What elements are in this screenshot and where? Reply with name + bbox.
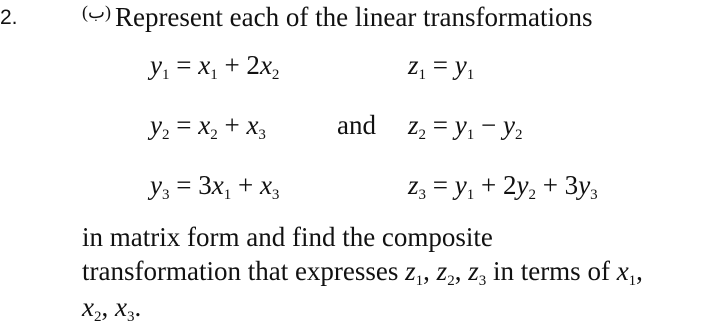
equation-rhs-part: + [217,110,247,140]
equation-lhs: $z_2$ [408,110,427,143]
equation-rhs-part: $x_1$ [211,170,232,203]
equation-rhs-part: $y_2$ [516,170,536,203]
conclusion-line-2 [82,256,643,287]
text-part: $x_1$ [616,256,637,289]
equation-rhs-part: − [474,110,503,140]
equation-rhs-part: $x_3$ [259,170,280,203]
conclusion-line-3 [82,292,141,323]
equation-lhs: $z_1$ [408,50,427,83]
equation-rhs-part: + 3 [535,170,579,200]
equals-sign: = [169,170,199,200]
equals-sign: = [426,170,455,200]
equation-lhs: $y_2$ [150,110,170,143]
equation-y2 [150,110,266,141]
text-part: transformation that expresses [82,256,406,286]
equation-lhs: $y_3$ [150,170,170,203]
problem-prompt [82,2,593,33]
equation-rhs-part: + [231,170,260,200]
equation-rhs-part: $y_1$ [454,50,475,83]
part-mark: (ب) [82,2,111,22]
equation-z3 [408,170,598,201]
connector-and: and [337,110,376,140]
equation-z2 [408,110,522,141]
equals-sign: = [169,110,199,140]
equation-rhs-part: $y_1$ [454,170,475,203]
text-part: $z_1$ [405,256,424,289]
equation-rhs-part: $y_1$ [454,110,475,143]
text-part: , [101,292,115,322]
equation-rhs-part: + 2 [474,170,517,200]
equation-y1 [150,50,279,81]
equation-rhs-part: $x_2$ [198,110,218,143]
equals-sign: = [426,110,455,140]
text-part: $x_3$ [114,292,135,325]
equals-sign: = [169,50,199,80]
text-part: , [454,256,469,286]
equation-rhs-part: $x_3$ [246,110,266,143]
equation-lhs: $z_3$ [408,170,427,203]
text-part: $x_2$ [82,292,102,325]
conclusion-line-1: in matrix form and find the composite [82,222,493,252]
text-part: in terms of [486,256,617,286]
equation-lhs: $y_1$ [150,50,170,83]
text-part: , [423,256,437,286]
equation-z1 [408,50,474,81]
equals-sign: = [426,50,455,80]
equation-rhs-part: $x_2$ [259,50,280,83]
equation-rhs-part: $y_2$ [502,110,523,143]
prompt-text: Represent each of the linear transformations [114,2,593,32]
text-part: , [636,256,643,286]
text-part: $z_3$ [468,256,487,289]
equation-rhs-part: $y_3$ [578,170,598,203]
equation-rhs-part: $x_1$ [198,50,218,83]
equation-y3 [150,170,279,201]
problem-number: 2. [0,6,18,29]
equation-rhs-part: 3 [198,170,212,200]
text-part: . [134,292,142,322]
text-part: $z_2$ [436,256,455,289]
equation-rhs-part: + 2 [217,50,260,80]
